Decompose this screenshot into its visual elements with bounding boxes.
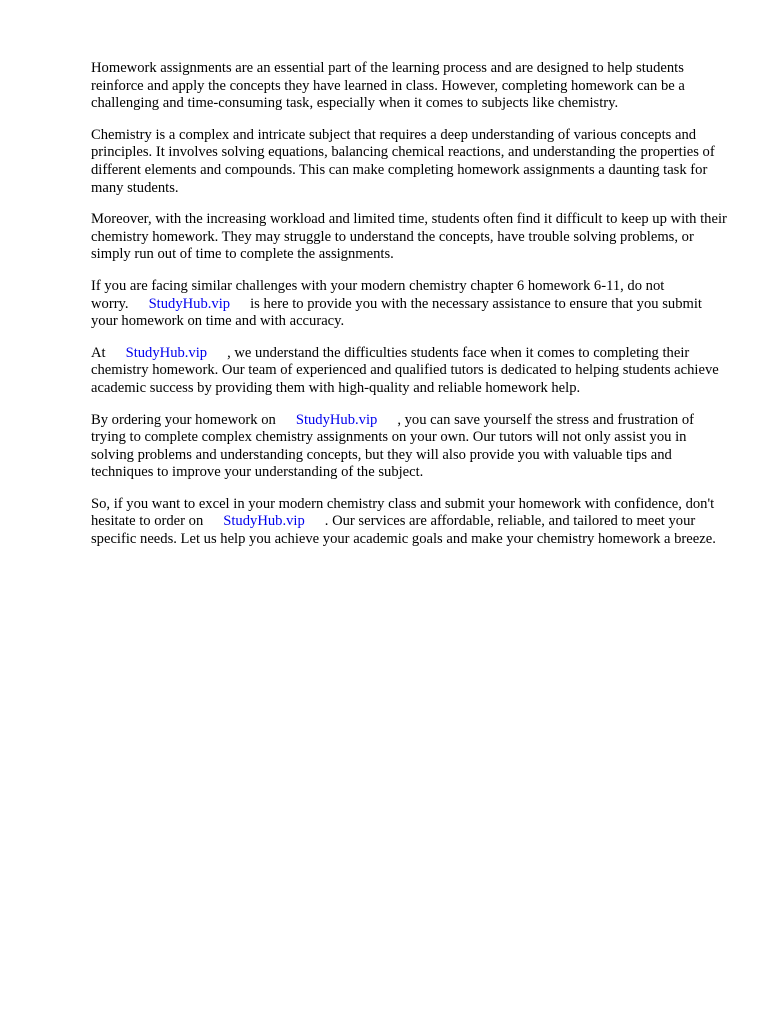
paragraph-conclusion	[91, 496, 727, 549]
paragraph-text: By ordering your homework on	[91, 411, 276, 428]
document-body	[91, 60, 727, 563]
paragraph-ordering	[91, 412, 727, 482]
paragraph-text: , you can save yourself the stress and frustration of trying to complete complex chemistry assignments on your own. Our tutors will not only assist you in solving problems and understanding concepts, but they will also provide you with valuable tips and techniques to improve your understanding of the subject.	[91, 411, 694, 481]
studyhub-link[interactable]: StudyHub.vip	[148, 295, 231, 312]
paragraph-text: , we understand the difficulties students face when it comes to completing their chemistry homework. Our team of experienced and qualified tutors is dedicated to helping students achieve academic success by providing them with high-quality and reliable homework help.	[91, 344, 719, 396]
paragraph-text: . Our services are affordable, reliable, and tailored to meet your specific needs. Let us help you achieve your academic goals and make your chemistry homework a breeze.	[91, 513, 716, 548]
studyhub-link[interactable]: StudyHub.vip	[295, 411, 378, 428]
studyhub-link[interactable]: StudyHub.vip	[125, 344, 208, 361]
paragraph-text: If you are facing similar challenges with your modern chemistry chapter 6 homework 6-11, do not worry.	[91, 277, 665, 312]
paragraph-about-service	[91, 345, 727, 398]
paragraph-text: So, if you want to excel in your modern chemistry class and submit your homework with confidence, don't hesitate to order on	[91, 495, 715, 530]
paragraph-intro: Homework assignments are an essential part of the learning process and are designed to help students reinforce and apply the concepts they have learned in class. However, completing homework can be a challenging and time-consuming task, especially when it comes to subjects like chemistry.	[91, 60, 685, 112]
paragraph-text: is here to provide you with the necessary assistance to ensure that you submit your homework on time and with accuracy.	[91, 295, 702, 330]
paragraph-workload: Moreover, with the increasing workload and limited time, students often find it difficult to keep up with their chemistry homework. They may struggle to understand the concepts, have trouble solving problems, or simply run out of time to complete the assignments.	[91, 211, 727, 263]
paragraph-challenges	[91, 278, 727, 331]
paragraph-chemistry-complexity: Chemistry is a complex and intricate subject that requires a deep understanding of various concepts and principles. It involves solving equations, balancing chemical reactions, and understanding the properties of different elements and compounds. This can make completing homework assignments a daunting task for many students.	[91, 126, 715, 196]
studyhub-link[interactable]: StudyHub.vip	[223, 513, 305, 530]
paragraph-text: At	[91, 344, 106, 361]
